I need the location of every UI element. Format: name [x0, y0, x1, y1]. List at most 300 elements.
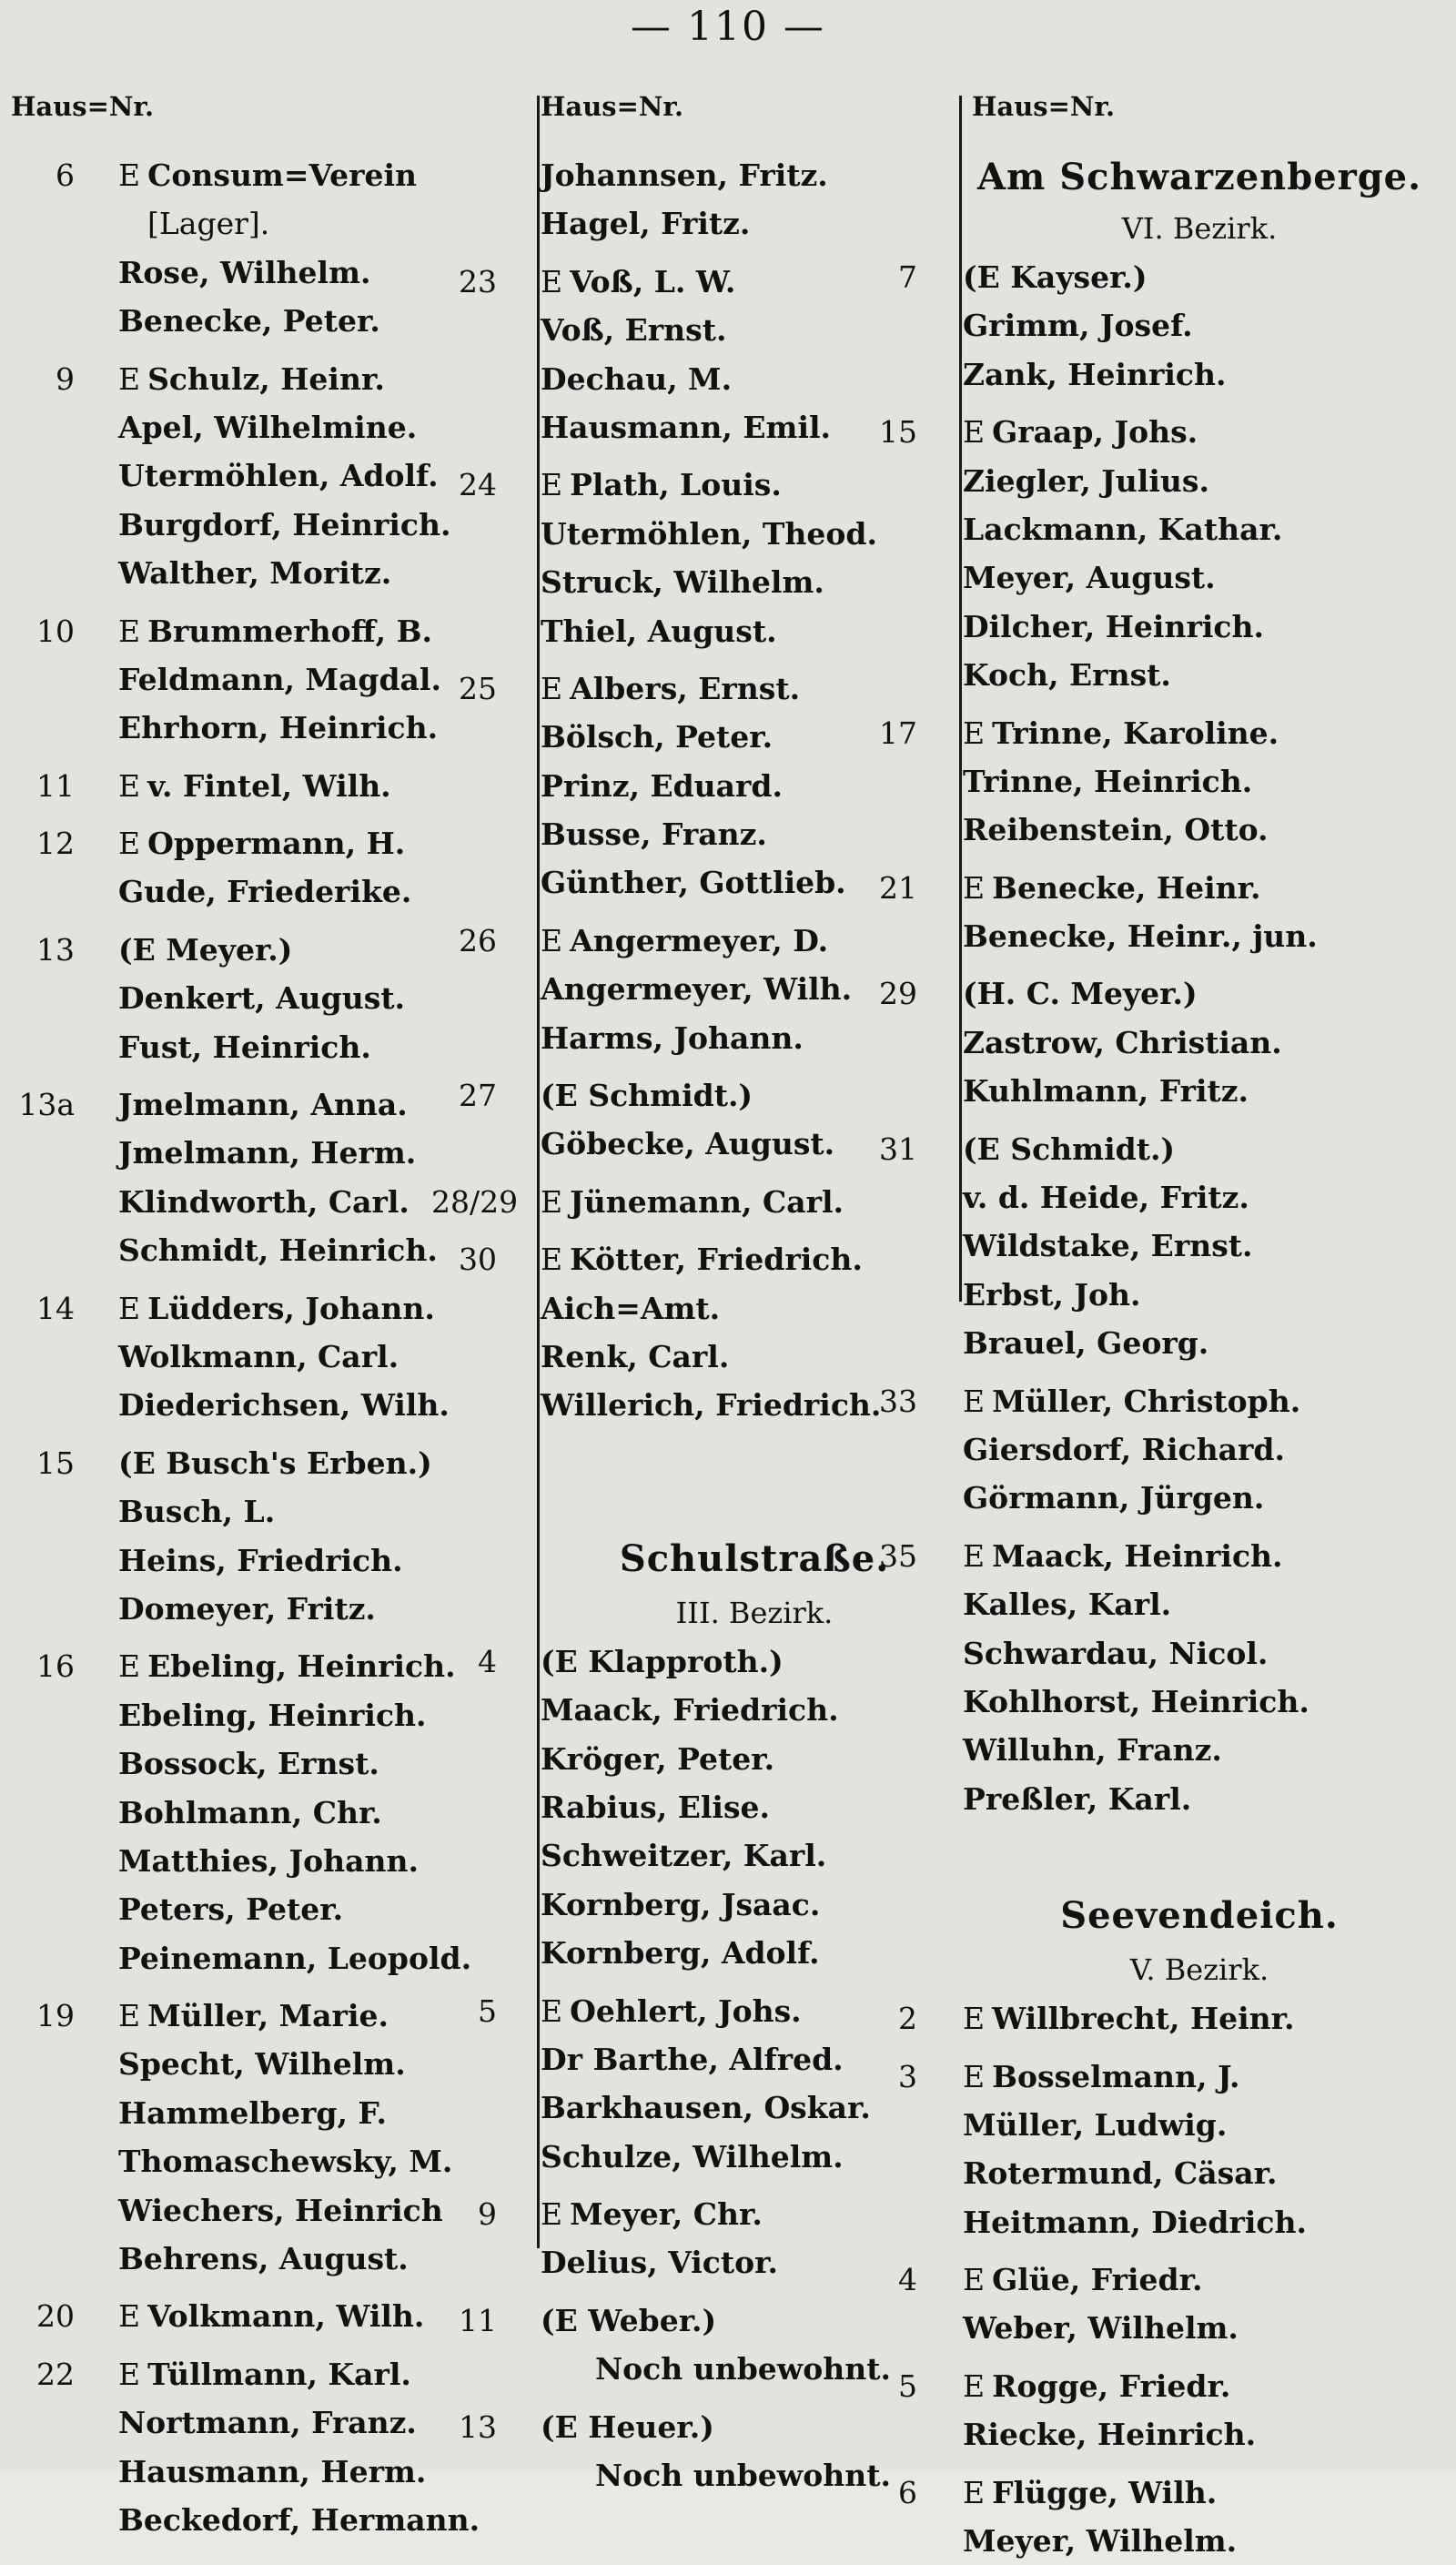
resident-entry	[963, 457, 1436, 505]
resident-entry	[541, 1929, 968, 1977]
owner-mark: E	[118, 613, 141, 649]
resident-entry	[963, 553, 1436, 602]
resident-name: Kuhlmann, Fritz.	[963, 1073, 1249, 1110]
owner-mark: E	[963, 1537, 986, 1574]
resident-name: Schulz, Heinr.	[147, 360, 385, 397]
house-entry	[459, 1235, 968, 1283]
resident-entry	[118, 1536, 546, 1585]
street-title-schwarzenberge: Am Schwarzenberge.	[976, 156, 1422, 198]
house-number: 31	[879, 1130, 917, 1167]
owner-mark: E	[963, 2262, 986, 2298]
resident-name: (E Weber.)	[541, 2302, 717, 2338]
house-number: 11	[459, 2302, 497, 2338]
resident-entry	[118, 1381, 546, 1429]
resident-name: Bölsch, Peter.	[541, 719, 774, 755]
resident-entry	[541, 607, 968, 655]
house-number: 15	[36, 1445, 75, 1481]
house-number-header: Haus=Nr.	[541, 91, 684, 122]
resident-name: Brauel, Georg.	[963, 1325, 1209, 1362]
resident-entry	[118, 1934, 546, 1982]
house-number: 12	[36, 826, 75, 862]
resident-name: (E Schmidt.)	[963, 1130, 1176, 1167]
owner-mark: E	[541, 2196, 563, 2233]
house-entry	[459, 461, 968, 509]
resident-name: Schwardau, Nicol.	[963, 1635, 1269, 1671]
resident-name: Meyer, Chr.	[570, 2196, 763, 2233]
resident-name: Nortmann, Franz.	[118, 2405, 417, 2441]
house-entry	[879, 969, 1436, 1018]
resident-entry	[541, 1686, 968, 1734]
resident-entry	[963, 1067, 1436, 1115]
house-entry	[431, 1178, 968, 1226]
owner-mark: E	[118, 360, 141, 397]
owner-mark: E	[541, 922, 563, 958]
house-entry	[459, 917, 968, 965]
owner-mark: E	[541, 1242, 563, 1278]
resident-entry	[118, 1129, 546, 1177]
resident-name: Delius, Victor.	[541, 2245, 778, 2281]
resident-entry	[541, 306, 968, 354]
resident-name: Kornberg, Adolf.	[541, 1935, 820, 1972]
resident-name: Graap, Johs.	[992, 414, 1198, 451]
resident-name: Lackmann, Kathar.	[963, 511, 1283, 547]
resident-entry	[118, 1333, 546, 1381]
resident-name: Renk, Carl.	[541, 1338, 730, 1374]
house-entry	[36, 1439, 546, 1487]
resident-name: Beckedorf, Hermann.	[118, 2501, 480, 2538]
house-entry	[898, 2053, 1436, 2101]
house-number: 29	[879, 976, 917, 1012]
resident-name: Müller, Christoph.	[992, 1383, 1301, 1419]
owner-mark: E	[963, 869, 986, 906]
resident-name: Oehlert, Johs.	[570, 1992, 802, 2029]
resident-name: Willbrecht, Heinr.	[992, 2001, 1295, 2037]
resident-name: Müller, Ludwig.	[963, 2106, 1228, 2143]
resident-name: Weber, Wilhelm.	[963, 2310, 1239, 2347]
resident-name: Maack, Friedrich.	[541, 1692, 839, 1729]
house-entry	[478, 1637, 968, 1686]
resident-name: Jünemann, Carl.	[570, 1183, 844, 1220]
resident-name: Peters, Peter.	[118, 1891, 344, 1928]
house-entry	[879, 709, 1436, 757]
resident-name: Oppermann, H.	[147, 826, 406, 862]
house-number: 22	[36, 2356, 75, 2392]
resident-entry	[963, 301, 1436, 350]
house-entry	[56, 151, 546, 199]
owner-mark: E	[118, 1648, 141, 1685]
resident-name: Gude, Friederike.	[118, 874, 412, 910]
owner-mark: E	[118, 157, 141, 193]
resident-name: Feldmann, Magdal.	[118, 661, 441, 697]
resident-entry	[541, 510, 968, 558]
resident-name: Albers, Ernst.	[570, 670, 801, 706]
resident-entry	[963, 1425, 1436, 1474]
house-number: 28/29	[431, 1183, 519, 1220]
house-entry	[879, 408, 1436, 456]
resident-entry	[118, 1837, 546, 1885]
house-number: 10	[36, 613, 75, 649]
house-number: 16	[36, 1648, 75, 1685]
resident-name: Preßler, Karl.	[963, 1780, 1192, 1817]
resident-name: Kröger, Peter.	[541, 1740, 775, 1777]
resident-entry	[541, 1783, 968, 1831]
resident-name: Voß, Ernst.	[541, 312, 727, 349]
owner-mark: E	[118, 2356, 141, 2392]
resident-name: Specht, Wilhelm.	[118, 2046, 406, 2083]
resident-name: (E Schmidt.)	[541, 1078, 753, 1114]
resident-entry	[118, 1885, 546, 1933]
resident-entry	[963, 2149, 1436, 2197]
resident-name: Wildstake, Ernst.	[963, 1228, 1253, 1264]
resident-entry	[963, 1726, 1436, 1774]
resident-entry	[118, 974, 546, 1022]
resident-entry	[118, 549, 546, 597]
owner-mark: E	[118, 2298, 141, 2335]
owner-mark: E	[963, 1383, 986, 1419]
resident-name: Bossock, Ernst.	[118, 1746, 379, 1782]
house-number: 24	[459, 467, 497, 503]
house-number: 4	[898, 2262, 917, 2298]
house-number: 9	[478, 2196, 497, 2233]
house-number: 5	[478, 1992, 497, 2029]
resident-name: Schweitzer, Karl.	[541, 1838, 827, 1874]
house-entry	[36, 607, 546, 655]
resident-entry	[118, 1789, 546, 1837]
house-number: 3	[898, 2058, 917, 2094]
resident-entry	[963, 1222, 1436, 1270]
resident-name: Struck, Wilhelm.	[541, 564, 824, 601]
house-entry	[898, 2362, 1436, 2410]
resident-entry	[541, 810, 968, 858]
resident-name: Dechau, M.	[541, 360, 733, 397]
resident-name: (E Heuer.)	[541, 2408, 714, 2445]
resident-name: Willuhn, Franz.	[963, 1732, 1222, 1769]
house-number: 17	[879, 715, 917, 751]
resident-entry	[963, 2101, 1436, 2149]
house-number: 6	[898, 2474, 917, 2510]
resident-entry	[963, 2517, 1436, 2565]
house-number: 15	[879, 414, 917, 451]
resident-name: Grimm, Josef.	[963, 308, 1193, 344]
section-spacer	[963, 1823, 1436, 1887]
owner-mark: E	[118, 1290, 141, 1326]
column-2-entries	[431, 151, 968, 1430]
resident-entry	[963, 1678, 1436, 1726]
resident-name: Trinne, Karoline.	[992, 715, 1279, 751]
resident-name: Kornberg, Jsaac.	[541, 1886, 821, 1922]
owner-mark: E	[963, 414, 986, 451]
resident-name: Utermöhlen, Adolf.	[118, 458, 439, 494]
resident-name: Dilcher, Heinrich.	[963, 608, 1264, 644]
resident-name: [Lager].	[147, 206, 270, 242]
street-title-schulstrasse: Schulstraße.	[619, 1536, 890, 1580]
resident-name: Bohlmann, Chr.	[118, 1794, 382, 1830]
resident-name: Burgdorf, Heinrich.	[118, 506, 451, 542]
resident-name: Diederichsen, Wilh.	[118, 1387, 450, 1424]
resident-name: Matthies, Johann.	[118, 1842, 419, 1879]
resident-name: Ebeling, Heinrich.	[147, 1648, 456, 1685]
resident-entry	[541, 1014, 968, 1062]
resident-name: Denkert, August.	[118, 980, 406, 1017]
resident-entry	[963, 1580, 1436, 1628]
district-label: III. Bezirk.	[675, 1595, 834, 1630]
house-number-header: Haus=Nr.	[11, 91, 155, 122]
resident-entry	[963, 1629, 1436, 1678]
house-number: 27	[459, 1078, 497, 1114]
resident-name: Voß, L. W.	[570, 263, 736, 299]
house-number: 6	[56, 157, 75, 193]
house-entry	[898, 2256, 1436, 2304]
resident-entry	[963, 350, 1436, 399]
column-1-entries	[18, 151, 546, 2544]
resident-name: Zastrow, Christian.	[963, 1024, 1282, 1060]
resident-name: Günther, Gottlieb.	[541, 865, 846, 901]
resident-name: Göbecke, August.	[541, 1126, 835, 1162]
resident-name: Fust, Heinrich.	[118, 1029, 371, 1065]
house-entry	[879, 1125, 1436, 1173]
resident-entry	[118, 2448, 546, 2496]
resident-name: Busch, L.	[118, 1494, 276, 1530]
schwarzenberge-entries	[879, 253, 1436, 1823]
resident-name: Consum=Verein	[147, 157, 417, 193]
resident-name: Klindworth, Carl.	[118, 1183, 410, 1220]
resident-name: Plath, Louis.	[570, 467, 782, 503]
house-entry	[478, 2190, 968, 2238]
resident-name: Rabius, Elise.	[541, 1789, 771, 1825]
house-number: 25	[459, 670, 497, 706]
resident-name: Busse, Franz.	[541, 816, 767, 853]
owner-mark: E	[541, 467, 563, 503]
resident-entry	[963, 1173, 1436, 1222]
resident-entry	[118, 1023, 546, 1071]
resident-entry	[963, 603, 1436, 651]
resident-name: Zank, Heinrich.	[963, 356, 1227, 392]
house-entry	[898, 2469, 1436, 2517]
house-entry	[459, 1071, 968, 1120]
house-number: 5	[898, 2367, 917, 2404]
owner-mark: E	[541, 263, 563, 299]
resident-entry	[118, 1739, 546, 1788]
resident-name: (E Meyer.)	[118, 931, 293, 968]
resident-name: Peinemann, Leopold.	[118, 1940, 472, 1976]
resident-entry	[118, 2137, 546, 2185]
resident-entry	[963, 912, 1436, 960]
resident-name: Walther, Moritz.	[118, 555, 392, 592]
resident-entry	[541, 355, 968, 403]
resident-name: Giersdorf, Richard.	[963, 1431, 1285, 1467]
street-title-seevendeich: Seevendeich.	[1060, 1894, 1339, 1938]
resident-name: Lüdders, Johann.	[147, 1290, 435, 1326]
house-number: 4	[478, 1643, 497, 1679]
house-entry	[898, 253, 1436, 301]
resident-name: Erbst, Joh.	[963, 1276, 1141, 1313]
resident-entry	[541, 558, 968, 606]
owner-mark: E	[118, 767, 141, 804]
resident-entry	[541, 1881, 968, 1929]
resident-name: Volkmann, Wilh.	[147, 2298, 425, 2335]
house-number: 23	[459, 263, 497, 299]
resident-entry	[963, 2198, 1436, 2246]
resident-name: Heins, Friedrich.	[118, 1542, 403, 1578]
resident-name: Hammelberg, F.	[118, 2094, 388, 2131]
resident-entry	[118, 1585, 546, 1633]
resident-name: Behrens, August.	[118, 2241, 409, 2277]
resident-name: Utermöhlen, Theod.	[541, 515, 877, 552]
resident-entry	[963, 1019, 1436, 1067]
house-entry	[36, 819, 546, 867]
resident-name: Dr Barthe, Alfred.	[541, 2041, 844, 2077]
resident-name: Jmelmann, Herm.	[118, 1135, 417, 1171]
resident-name: Meyer, Wilhelm.	[963, 2523, 1238, 2560]
resident-name: Noch unbewohnt.	[595, 2351, 891, 2388]
resident-name: v. d. Heide, Fritz.	[963, 1180, 1249, 1216]
resident-entry	[963, 757, 1436, 806]
owner-mark: E	[963, 2001, 986, 2037]
resident-entry	[963, 2304, 1436, 2352]
house-number: 9	[56, 360, 75, 397]
resident-entry	[118, 2496, 546, 2544]
resident-name: v. Fintel, Wilh.	[147, 767, 391, 804]
house-number: 21	[879, 869, 917, 906]
resident-name: Bosselmann, J.	[992, 2058, 1240, 2094]
district-label: VI. Bezirk.	[1121, 211, 1278, 246]
resident-entry	[541, 1333, 968, 1381]
resident-name: Thomaschewsky, M.	[118, 2144, 453, 2180]
resident-name: Aich=Amt.	[541, 1290, 721, 1326]
resident-name: Harms, Johann.	[541, 1019, 804, 1056]
resident-name: Maack, Heinrich.	[992, 1537, 1283, 1574]
resident-name: Jmelmann, Anna.	[118, 1087, 408, 1123]
resident-name: Flügge, Wilh.	[992, 2474, 1218, 2510]
house-number: 7	[898, 259, 917, 295]
resident-entry	[963, 1775, 1436, 1823]
house-entry	[459, 664, 968, 713]
house-entry	[879, 1532, 1436, 1580]
resident-entry	[541, 151, 968, 199]
page-number: — 110 —	[631, 4, 825, 50]
resident-name: Barkhausen, Oskar.	[541, 2090, 871, 2126]
resident-name: Wolkmann, Carl.	[118, 1338, 399, 1374]
house-number: 2	[898, 2001, 917, 2037]
owner-mark: E	[541, 1183, 563, 1220]
resident-name: Ehrhorn, Heinrich.	[118, 710, 439, 746]
resident-name: Rogge, Friedr.	[992, 2367, 1231, 2404]
house-entry	[898, 1994, 1436, 2043]
house-entry	[879, 1377, 1436, 1425]
resident-name: Tüllmann, Karl.	[147, 2356, 411, 2392]
resident-entry	[963, 1271, 1436, 1319]
resident-entry	[118, 2040, 546, 2088]
resident-entry	[963, 651, 1436, 699]
resident-name: (E Kayser.)	[963, 259, 1148, 295]
resident-name: Angermeyer, D.	[570, 922, 829, 958]
house-number: 13a	[18, 1087, 75, 1123]
resident-entry	[118, 2089, 546, 2137]
resident-name: Rose, Wilhelm.	[118, 254, 371, 290]
house-number: 13	[459, 2408, 497, 2445]
resident-name: Rotermund, Cäsar.	[963, 2155, 1278, 2192]
owner-mark: E	[963, 715, 986, 751]
owner-mark: E	[963, 2367, 986, 2404]
owner-mark: E	[118, 826, 141, 862]
resident-entry	[118, 199, 546, 248]
house-number: 35	[879, 1537, 917, 1574]
resident-name: Hausmann, Emil.	[541, 409, 832, 445]
house-number: 13	[36, 931, 75, 968]
resident-name: Willerich, Friedrich.	[541, 1387, 882, 1424]
resident-entry	[118, 1487, 546, 1536]
house-number: 19	[36, 1998, 75, 2034]
house-number: 30	[459, 1242, 497, 1278]
resident-name: Görmann, Jürgen.	[963, 1480, 1265, 1516]
resident-name: Domeyer, Fritz.	[118, 1590, 376, 1627]
resident-entry	[541, 1284, 968, 1333]
district-label: V. Bezirk.	[1129, 1952, 1269, 1988]
column-3	[879, 91, 1436, 2565]
resident-name: Apel, Wilhelmine.	[118, 409, 418, 445]
resident-name: (H. C. Meyer.)	[963, 976, 1198, 1012]
house-entry	[56, 355, 546, 403]
resident-name: (E Busch's Erben.)	[118, 1445, 432, 1481]
house-entry	[36, 1284, 546, 1333]
house-number: 14	[36, 1290, 75, 1326]
seevendeich-entries	[898, 1994, 1436, 2565]
house-entry	[36, 762, 546, 810]
resident-name: Angermeyer, Wilh.	[541, 971, 853, 1008]
resident-entry	[963, 505, 1436, 553]
resident-entry	[541, 2133, 968, 2181]
resident-name: Johannsen, Fritz.	[541, 157, 828, 193]
resident-entry	[118, 867, 546, 916]
owner-mark: E	[541, 670, 563, 706]
section-spacer	[541, 1430, 968, 1530]
resident-name: Benecke, Peter.	[118, 303, 380, 340]
house-number: 33	[879, 1383, 917, 1419]
column-1	[11, 91, 546, 2544]
house-number-header: Haus=Nr.	[972, 91, 1116, 122]
resident-entry	[541, 1831, 968, 1880]
resident-name: Müller, Marie.	[147, 1998, 389, 2034]
resident-entry	[541, 1735, 968, 1783]
resident-name: Glüe, Friedr.	[992, 2262, 1203, 2298]
house-entry	[36, 2350, 546, 2398]
resident-entry	[541, 762, 968, 810]
resident-name: Schmidt, Heinrich.	[118, 1232, 438, 1269]
resident-name: Hagel, Fritz.	[541, 206, 751, 242]
owner-mark: E	[541, 1992, 563, 2029]
resident-entry	[963, 2410, 1436, 2459]
resident-name: Riecke, Heinrich.	[963, 2417, 1257, 2453]
house-number: 11	[36, 767, 75, 804]
resident-entry	[963, 1319, 1436, 1367]
resident-name: Ebeling, Heinrich.	[118, 1697, 427, 1733]
resident-name: Kalles, Karl.	[963, 1587, 1172, 1623]
resident-name: Meyer, August.	[963, 560, 1216, 596]
resident-entry	[963, 1474, 1436, 1522]
resident-name: Brummerhoff, B.	[147, 613, 433, 649]
owner-mark: E	[963, 2058, 986, 2094]
resident-name: Trinne, Heinrich.	[963, 763, 1253, 799]
resident-entry	[118, 2235, 546, 2283]
resident-name: (E Klapproth.)	[541, 1643, 784, 1679]
resident-entry	[118, 1691, 546, 1739]
resident-name: Kohlhorst, Heinrich.	[963, 1683, 1309, 1719]
resident-name: Thiel, August.	[541, 613, 777, 649]
house-number: 26	[459, 922, 497, 958]
resident-name: Benecke, Heinr.	[992, 869, 1261, 906]
resident-name: Kötter, Friedrich.	[570, 1242, 863, 1278]
resident-name: Wiechers, Heinrich	[118, 2192, 443, 2228]
